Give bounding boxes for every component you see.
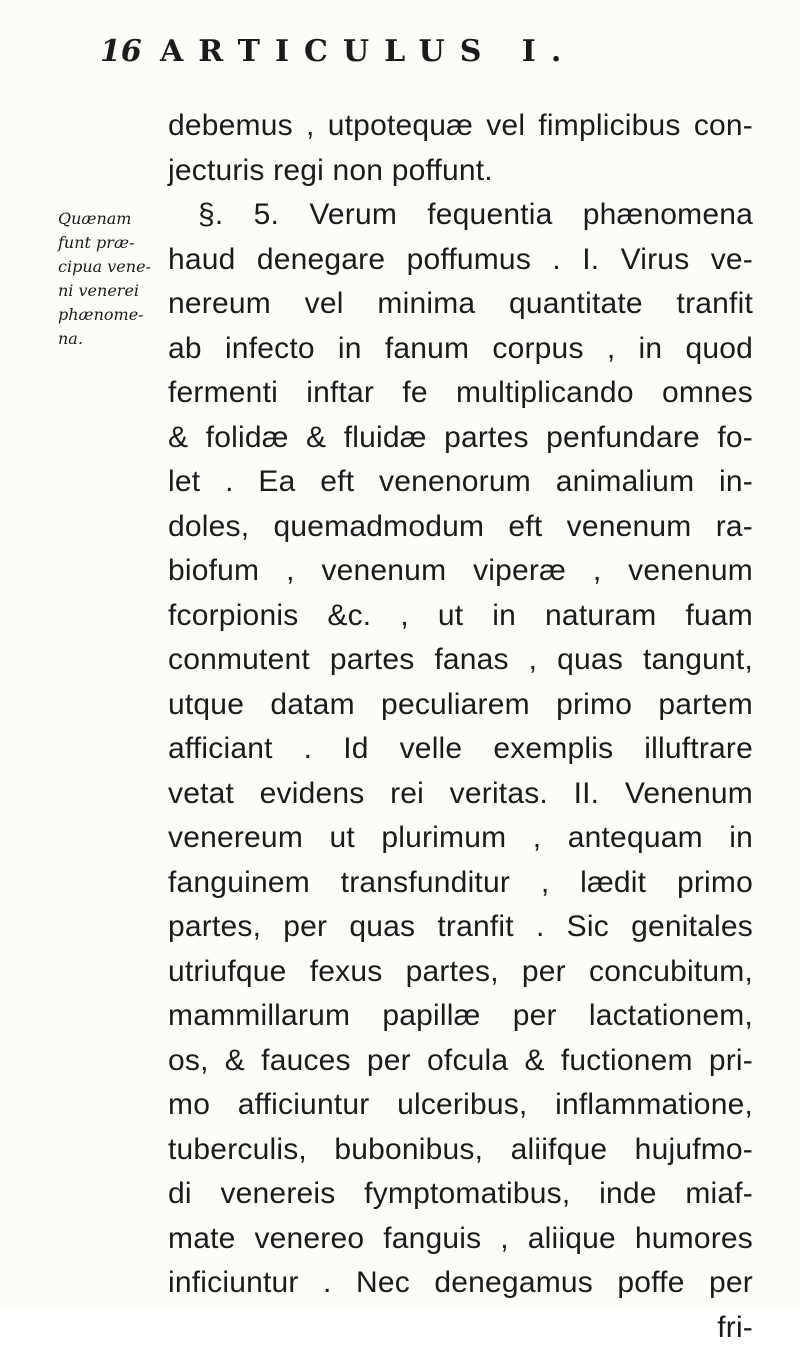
text-line: doles, quemadmodum eft venenum ra- xyxy=(168,505,753,550)
text-line: nereum vel minima quantitate tranfit xyxy=(168,282,753,327)
text-line: inficiuntur . Nec denegamus poffe per xyxy=(168,1261,753,1306)
text-line: afficiant . Id velle exemplis illuftrare xyxy=(168,727,753,772)
text-line: vetat evidens rei veritas. II. Venenum xyxy=(168,772,753,817)
page-number: 16 xyxy=(100,32,142,72)
text-line: venereum ut plurimum , antequam in xyxy=(168,816,753,861)
margin-note-line: na. xyxy=(58,327,158,351)
text-line: debemus , utpotequæ vel fimplicibus con- xyxy=(168,104,753,149)
text-line: haud denegare poffumus . I. Virus ve- xyxy=(168,238,753,283)
text-line: os, & fauces per ofcula & fuctionem pri- xyxy=(168,1039,753,1084)
text-line: partes, per quas tranfit . Sic genitales xyxy=(168,905,753,950)
page-header xyxy=(100,32,700,72)
body-text xyxy=(168,104,753,1350)
text-line: fcorpionis &c. , ut in naturam fuam xyxy=(168,594,753,639)
running-head: ARTICULUS I. xyxy=(160,32,700,72)
text-line: §. 5. Verum fequentia phænomena xyxy=(168,193,753,238)
text-line: mo afficiuntur ulceribus, inflammatione, xyxy=(168,1083,753,1128)
margin-note-line: phænome- xyxy=(58,303,158,327)
text-line: biofum , venenum viperæ , venenum xyxy=(168,549,753,594)
margin-note-line: funt præ- xyxy=(58,231,158,255)
margin-note-line: ni venerei xyxy=(58,279,158,303)
text-line: jecturis regi non poffunt. xyxy=(168,149,753,194)
text-line: fermenti inftar fe multiplicando omnes xyxy=(168,371,753,416)
text-line: fanguinem transfunditur , lædit primo xyxy=(168,861,753,906)
margin-note-line: Quænam xyxy=(58,207,158,231)
text-line: ab infecto in fanum corpus , in quod xyxy=(168,327,753,372)
text-line: utque datam peculiarem primo partem xyxy=(168,683,753,728)
margin-note-line: cipua vene- xyxy=(58,255,158,279)
text-line: tuberculis, bubonibus, aliifque hujufmo- xyxy=(168,1128,753,1173)
text-line: & folidæ & fluidæ partes penfundare fo- xyxy=(168,416,753,461)
text-line: let . Ea eft venenorum animalium in- xyxy=(168,460,753,505)
catchword: fri- xyxy=(168,1306,753,1350)
text-line: mammillarum papillæ per lactationem, xyxy=(168,994,753,1039)
margin-note xyxy=(58,207,158,351)
text-line: utriufque fexus partes, per concubitum, xyxy=(168,950,753,995)
text-line: conmutent partes fanas , quas tangunt, xyxy=(168,638,753,683)
text-line: mate venereo fanguis , aliique humores xyxy=(168,1217,753,1262)
text-line: di venereis fymptomatibus, inde miaf- xyxy=(168,1172,753,1217)
